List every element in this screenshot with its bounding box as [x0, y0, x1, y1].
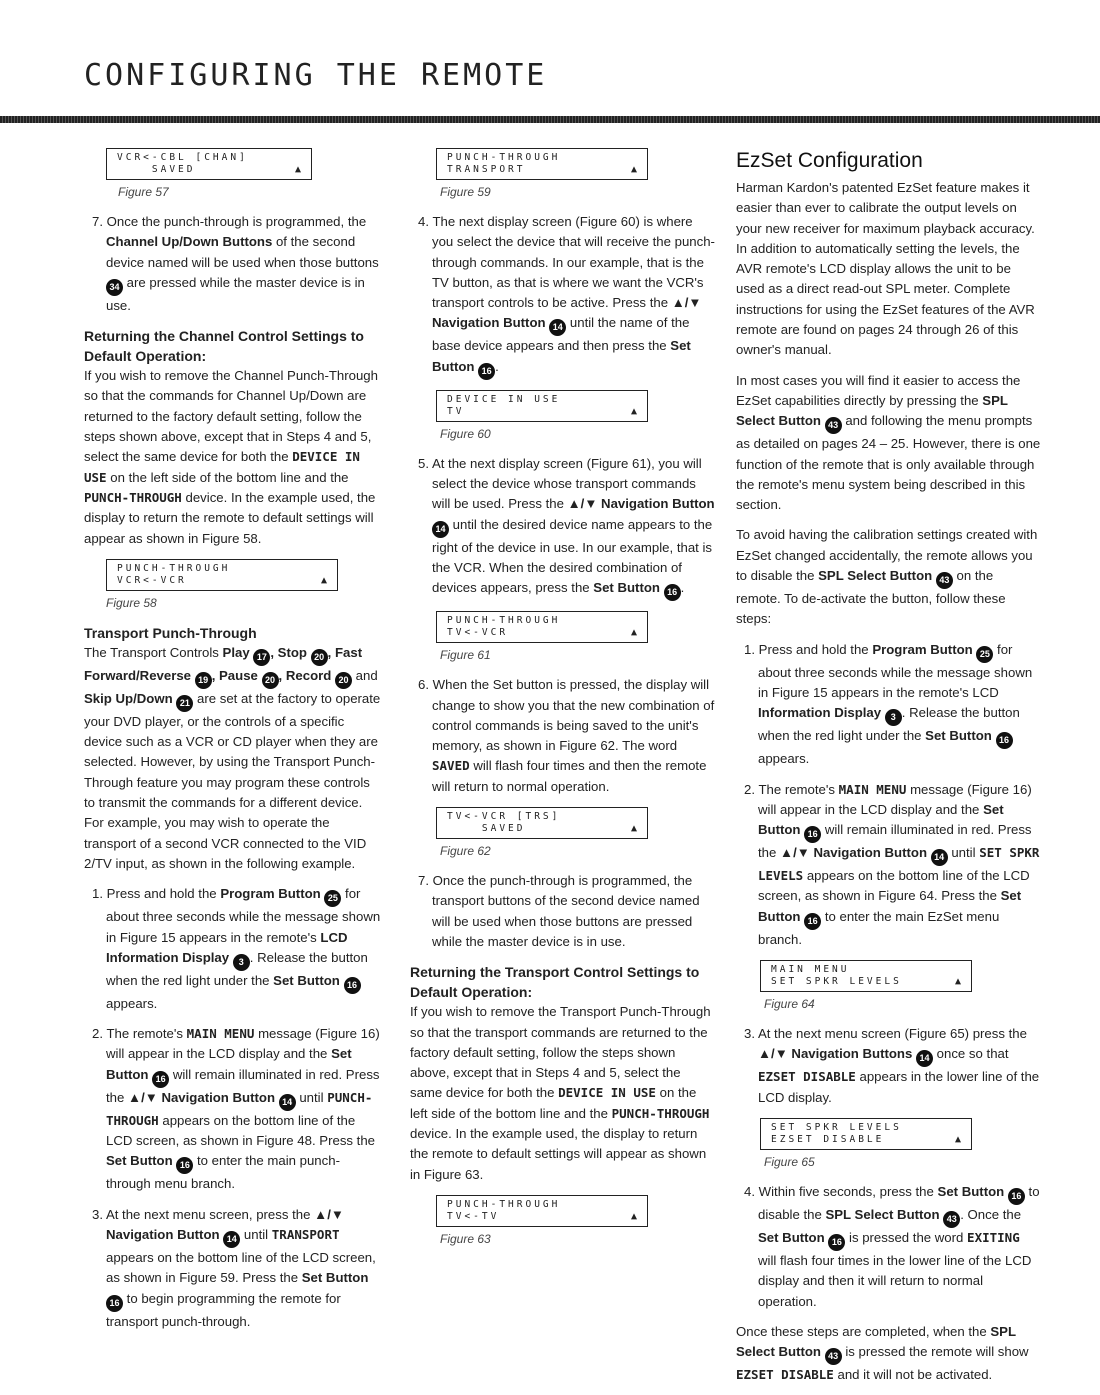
triangle-icon: ▲: [630, 823, 637, 835]
section-heading: Transport Punch-Through: [84, 624, 257, 641]
lcd-figure-65: SET SPKR LEVELS EZSET DISABLE ▲: [760, 1118, 972, 1150]
step-3: 3. At the next menu screen, press the ▲/▼ Navigation Button 14 until TRANSPORT appears on the bottom line of the LCD screen, as shown in Figure 59. Press the Set Button 16 to begin programming the remote for transport punch-through.: [92, 1206, 376, 1329]
section-heading: Returning the Transport Control Settings to Default Operation:: [410, 964, 700, 1001]
triangle-icon: ▲: [954, 1133, 961, 1145]
step-7: 7. Once the punch-through is programmed, the Channel Up/Down Buttons of the second device named will be used when those buttons 34 are pressed while the master device is in use.: [92, 214, 379, 313]
callout-number: 34: [106, 279, 123, 296]
paragraph: The Transport Controls Play 17 , Stop 20 , Fast Forward/Reverse 19 , Pause 20 , Record 20 and Skip Up/Down 21 are set at the factory to operate your DVD player, or the controls of a specific device such as a VCR or CD player when they are selected. However, by using the Transport Punch-Through feature you may program these controls to transmit the commands for a different device. For example, you may wish to operate the transport of a second VCR connected to the VID 2/TV input, as shown in the following example.: [84, 644, 381, 871]
page-title: CONFIGURING THE REMOTE: [84, 58, 548, 93]
triangle-icon: ▲: [630, 405, 637, 417]
triangle-icon: ▲: [630, 164, 637, 175]
step-1: 1. Press and hold the Program Button 25 for about three seconds while the message shown in Figure 15 appears in the remote's LCD Information Display 3 . Release the button when the red light under the Set Button 16 appears.: [744, 641, 1033, 767]
lcd-figure-60: DEVICE IN USE TV ▲: [436, 390, 648, 422]
figure-caption: Figure 58: [106, 595, 157, 610]
step-4: 4. Within five seconds, press the Set Button 16 to disable the SPL Select Button 43 . Once the Set Button 16 is pressed the word EXITING will flash four times in the lower line of the LCD display and then it will return to normal operation.: [744, 1183, 1040, 1309]
lcd-figure-58: PUNCH-THROUGH VCR<-VCR ▲: [106, 559, 338, 591]
figure-caption: Figure 63: [440, 1231, 491, 1246]
paragraph: In most cases you will find it easier to access the EzSet capabilities directly by pressing the SPL Select Button 43 and following the menu prompts as detailed on pages 24 – 25. However, there is one function of the remote that is only available through the remote's menu system being described in this section.: [736, 372, 1041, 513]
lcd-figure-63: PUNCH-THROUGH TV<-TV ▲: [436, 1195, 648, 1227]
figure-caption: Figure 61: [440, 648, 491, 663]
header-rule: [0, 116, 1100, 123]
figure-caption: Figure 60: [440, 426, 491, 441]
paragraph: Harman Kardon's patented EzSet feature makes it easier than ever to calibrate the output levels on your new receiver for maximum playback accuracy. In addition to automatically setting the levels, the AVR remote's LCD display allows the unit to be used as a direct read-out SPL meter. Complete instructions for using the EzSet features of the AVR remote are found on pages 24 through 26 of this owner's manual.: [736, 180, 1035, 358]
lcd-figure-62: TV<-VCR [TRS] SAVED ▲: [436, 807, 648, 839]
triangle-icon: ▲: [294, 164, 301, 175]
section-heading: Returning the Channel Control Settings to Default Operation:: [84, 328, 364, 365]
triangle-icon: ▲: [630, 627, 637, 639]
column-2: [410, 148, 715, 1259]
step-4: 4. The next display screen (Figure 60) is where you select the device that will receive the punch-through commands. In our example, that is the TV button, as that is where we want the VCR's transport controls to be active. Press the ▲/▼ Navigation Button 14 until the name of the base device appears and then press the Set Button 16 .: [410, 212, 715, 380]
step-3: 3. At the next menu screen (Figure 65) press the ▲/▼ Navigation Buttons 14 once so that EZSET DISABLE appears in the lower line of the LCD display.: [744, 1026, 1040, 1105]
step-2: 2. The remote's MAIN MENU message (Figure 16) will appear in the LCD display and the Set Button 16 will remain illuminated in red. Press the ▲/▼ Navigation Button 14 until PUNCH-THROUGH appears on the bottom line of the LCD screen, as shown in Figure 48. Press the Set Button 16 to enter the main punch-through menu branch.: [92, 1026, 380, 1192]
step-6: 6. When the Set button is pressed, the display will change to show you that the new combination of control commands is being saved to the unit's memory, as shown in Figure 62. The word SAVED will flash four times and then the remote will return to normal operation.: [418, 677, 715, 794]
triangle-icon: ▲: [954, 976, 961, 988]
step-2: 2. The remote's MAIN MENU message (Figure 16) will appear in the LCD display and the Set Button 16 will remain illuminated in red. Press the ▲/▼ Navigation Button 14 until SET SPKR LEVELS appears on the bottom line of the LCD screen, as shown in Figure 64. Press the Set Button 16 to enter the main EzSet menu branch.: [744, 781, 1040, 947]
paragraph: Once these steps are completed, when the SPL Select Button 43 is pressed the remote will show EZSET DISABLE and it will not be activated.: [736, 1323, 1029, 1383]
lcd-figure-61: PUNCH-THROUGH TV<-VCR ▲: [436, 611, 648, 643]
figure-caption: Figure 65: [764, 1154, 815, 1169]
triangle-icon: ▲: [320, 574, 327, 586]
figure-caption: Figure 57: [118, 185, 169, 199]
lcd-figure-57: VCR<-CBL [CHAN] SAVED ▲: [106, 148, 312, 180]
paragraph: To avoid having the calibration settings created with EzSet changed accidentally, the remote allows you to disable the SPL Select Button 43 on the remote. To de-activate the button, follow these steps:: [736, 527, 1038, 627]
paragraph: If you wish to remove the Transport Punch-Through so that the transport commands are returned to the factory default setting, follow the steps shown above, except that in Steps 4 and 5, select the same device for both the DEVICE IN USE on the left side of the bottom line and the PUNCH-THROUGH device. In the example used, the display to return the remote to default settings will appear as shown in Figure 63.: [410, 1004, 711, 1182]
lcd-figure-59: PUNCH-THROUGH TRANSPORT ▲: [436, 148, 648, 180]
section-title: EzSet Configuration: [736, 149, 923, 172]
column-1: [84, 148, 384, 1342]
step-5: 5. At the next display screen (Figure 61), you will select the device whose transport commands will be used. Press the ▲/▼ Navigation Button 14 until the desired device name appears to the right of the device in use. In our example, that is the VCR. When the desired combination of devices appears, press the Set Button 16 .: [410, 454, 715, 601]
figure-caption: Figure 62: [440, 844, 491, 859]
triangle-icon: ▲: [630, 1210, 637, 1222]
column-3: [736, 148, 1041, 1395]
step-7: 7. Once the punch-through is programmed, the transport buttons of the second device named will be used when those buttons are pressed while the master device is in use.: [418, 873, 700, 949]
figure-caption: Figure 64: [764, 997, 815, 1012]
figure-caption: Figure 59: [440, 185, 491, 199]
step-1: 1. Press and hold the Program Button 25 for about three seconds while the message shown in Figure 15 appears in the remote's LCD Information Display 3 . Release the button when the red light under the Set Button 16 appears.: [92, 886, 381, 1011]
paragraph: If you wish to remove the Channel Punch-Through so that the commands for Channel Up/Down are returned to the factory default setting, follow the steps shown above, except that in Steps 4 and 5, select the same device for both the DEVICE IN USE on the left side of the bottom line and the PUNCH-THROUGH device. In the example used, the display to return the remote to default settings will appear as shown in Figure 58.: [84, 368, 378, 546]
lcd-figure-64: MAIN MENU SET SPKR LEVELS ▲: [760, 960, 972, 992]
